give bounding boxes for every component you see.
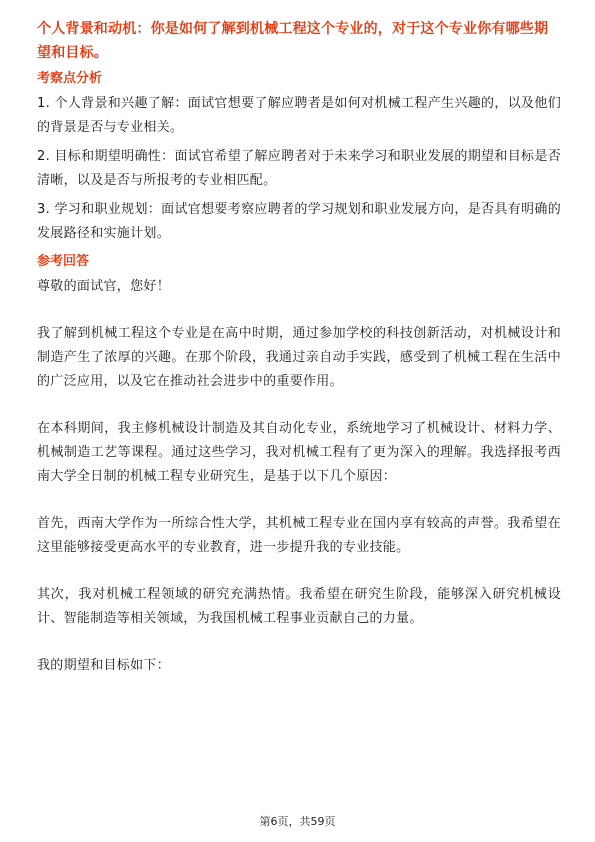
analysis-heading: 考察点分析 — [37, 71, 103, 86]
paragraph-gap — [37, 636, 561, 654]
page-content — [37, 17, 561, 683]
answer-heading: 参考回答 — [37, 254, 90, 269]
paragraph-gap — [37, 565, 561, 583]
answer-greeting: 尊敬的面试官，您好！ — [37, 279, 171, 294]
analysis-item: 2. 目标和期望明确性：面试官希望了解应聘者对于未来学习和职业发展的期望和目标是否清晰，以及是否与所报考的专业相匹配。 — [37, 149, 561, 188]
question-title: 个人背景和动机：你是如何了解到机械工程这个专业的，对于这个专业你有哪些期望和目标。 — [37, 21, 549, 61]
analysis-item: 3. 学习和职业规划：面试官想要考察应聘者的学习规划和职业发展方向，是否具有明确的发展路径和实施计划。 — [37, 202, 561, 241]
page-number: 第6页，共59页 — [259, 815, 336, 828]
paragraph-gap — [37, 304, 561, 322]
paragraph-gap — [37, 494, 561, 512]
analysis-item: 1. 个人背景和兴趣了解：面试官想要了解应聘者是如何对机械工程产生兴趣的，以及他们的背景是否与专业相关。 — [37, 96, 561, 135]
answer-paragraph: 我的期望和目标如下： — [37, 658, 171, 673]
paragraph-gap — [37, 399, 561, 417]
answer-paragraph: 在本科期间，我主修机械设计制造及其自动化专业，系统地学习了机械设计、材料力学、机械制造工艺等课程。通过这些学习，我对机械工程有了更为深入的理解。我选择报考西南大学全日制的机械工程专业研究生，是基于以下几个原因： — [37, 421, 561, 484]
answer-paragraph: 我了解到机械工程这个专业是在高中时期，通过参加学校的科技创新活动，对机械设计和制造产生了浓厚的兴趣。在那个阶段，我通过亲自动手实践，感受到了机械工程在生活中的广泛应用，以及它在推动社会进步中的重要作用。 — [37, 326, 561, 389]
answer-paragraph: 其次，我对机械工程领域的研究充满热情。我希望在研究生阶段，能够深入研究机械设计、智能制造等相关领域，为我国机械工程事业贡献自己的力量。 — [37, 587, 561, 626]
answer-paragraph: 首先，西南大学作为一所综合性大学，其机械工程专业在国内享有较高的声誉。我希望在这里能够接受更高水平的专业教育，进一步提升我的专业技能。 — [37, 516, 561, 555]
